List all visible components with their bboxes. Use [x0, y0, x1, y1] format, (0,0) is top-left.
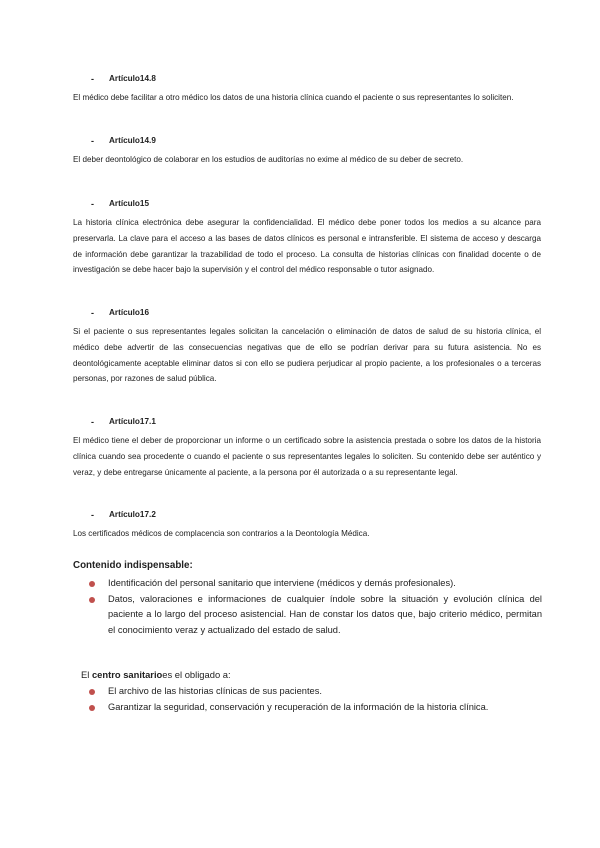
centro-suffix: es el obligado a: — [162, 669, 231, 680]
article-heading — [73, 74, 541, 88]
dash-marker: - — [91, 308, 94, 318]
article-title: Artículo14.9 — [109, 136, 156, 145]
dash-marker: - — [91, 510, 94, 520]
centro-bold: centro sanitario — [91, 669, 163, 680]
article-body: El deber deontológico de colaborar en los estudios de auditorías no exime al médico de su deber de secreto. — [73, 155, 464, 164]
article-14-8 — [73, 74, 541, 106]
article-16 — [73, 308, 541, 387]
contenido-list — [86, 576, 542, 638]
article-body: Si el paciente o sus representantes legales solicitan la cancelación o eliminación de datos de salud de su historia clínica, el médico debe advertir de las consecuencias negativas que de ello se podrían derivar para su futura asistencia. No es deontológicamente aceptable eliminar datos si con ello se pudiera perjudicar al propio paciente, a los profesionales o a terceras personas, por razones de salud pública. — [73, 327, 541, 384]
article-body: El médico debe facilitar a otro médico los datos de una historia clínica cuando el paciente o sus representantes lo soliciten. — [73, 93, 514, 102]
centro-intro — [81, 669, 231, 680]
article-14-9 — [73, 136, 541, 168]
list-item-text: Datos, valoraciones e informaciones de cualquier índole sobre la situación y evolución clínica del paciente a lo largo del proceso asistencial. Han de constar los datos que, bajo criterio médico, permitan el conocimiento veraz y actualizado del estado de salud. — [108, 593, 542, 635]
list-item-text: Identificación del personal sanitario que interviene (médicos y demás profesionales). — [108, 578, 456, 588]
centro-prefix: El — [81, 669, 92, 680]
dash-marker: - — [91, 199, 94, 209]
bullet-icon — [89, 689, 95, 695]
article-title: Artículo15 — [109, 199, 150, 208]
article-17-1 — [73, 417, 541, 480]
article-body: Los certificados médicos de complacencia son contrarios a la Deontología Médica. — [73, 529, 370, 538]
list-item — [86, 576, 542, 592]
list-item — [86, 592, 542, 639]
article-heading — [73, 510, 541, 524]
dash-marker: - — [91, 74, 94, 84]
article-heading — [73, 199, 541, 213]
dash-marker: - — [91, 136, 94, 146]
bullet-icon — [89, 705, 95, 711]
article-body: El médico tiene el deber de proporcionar un informe o un certificado sobre la asistencia prestada o sobre los datos de la historia clínica cuando sea procedente o cuando el paciente o sus representantes legales lo soliciten. Su contenido debe ser auténtico y veraz, y debe entregarse únicamente al paciente, a la persona por él autorizada o a su representante legal. — [73, 436, 541, 477]
article-title: Artículo14.8 — [109, 74, 156, 83]
contenido-title: Contenido indispensable: — [73, 560, 193, 571]
article-17-2 — [73, 510, 541, 542]
article-heading — [73, 308, 541, 322]
list-item-text: El archivo de las historias clínicas de sus pacientes. — [108, 686, 322, 696]
bullet-icon — [89, 581, 95, 587]
list-item — [86, 684, 542, 700]
bullet-icon — [89, 597, 95, 603]
article-heading — [73, 136, 541, 150]
article-title: Artículo17.2 — [109, 510, 156, 519]
article-title: Artículo17.1 — [109, 417, 156, 426]
list-item-text: Garantizar la seguridad, conservación y recuperación de la información de la historia clínica. — [108, 701, 489, 712]
centro-list — [86, 684, 542, 715]
dash-marker: - — [91, 417, 94, 427]
article-body: La historia clínica electrónica debe asegurar la confidencialidad. El médico debe poner todos los medios a su alcance para preservarla. La clave para el acceso a las bases de datos clínicos es personal e intransferible. El sistema de acceso y descarga de información debe garantizar la trazabilidad de todo el proceso. La consulta de historias clínicas con finalidad docente o de investigación se debe hacer bajo la supervisión y el control del médico responsable o tutor asignado. — [73, 218, 541, 275]
article-15 — [73, 199, 541, 278]
list-item — [86, 700, 542, 716]
article-heading — [73, 417, 541, 431]
article-title: Artículo16 — [109, 308, 150, 317]
